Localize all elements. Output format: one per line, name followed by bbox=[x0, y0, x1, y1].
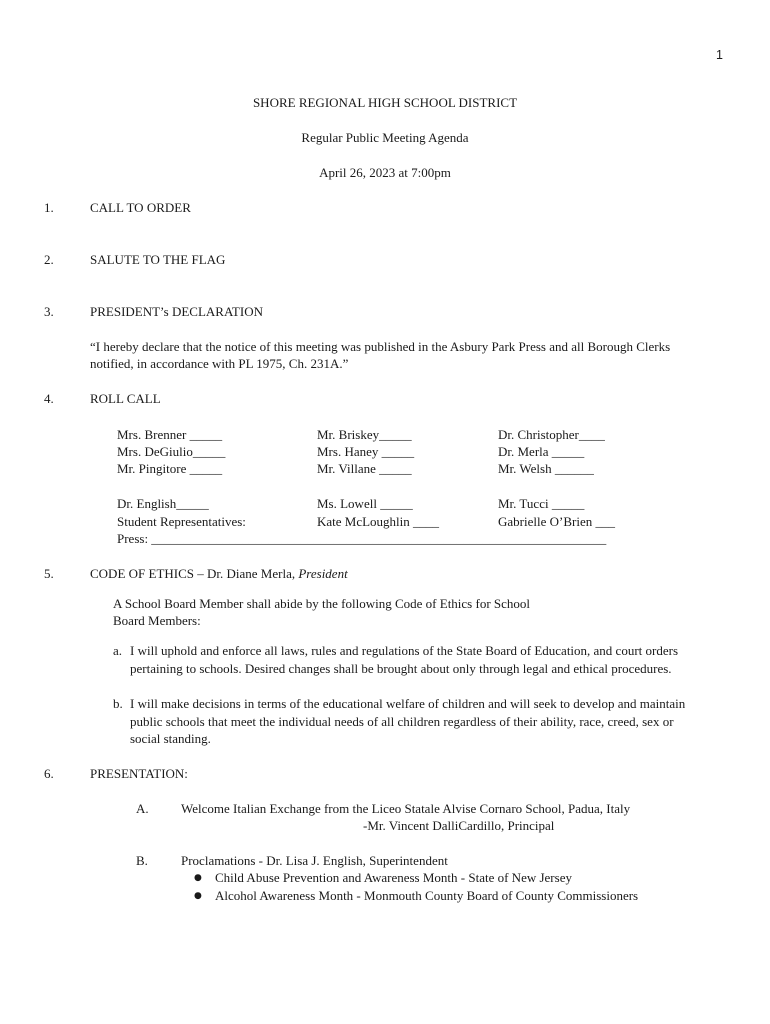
meeting-date: April 26, 2023 at 7:00pm bbox=[319, 165, 451, 180]
page-number: 1 bbox=[716, 48, 723, 62]
item-heading: SALUTE TO THE FLAG bbox=[90, 252, 226, 267]
document-title: SHORE REGIONAL HIGH SCHOOL DISTRICT bbox=[252, 95, 518, 110]
roll-call-entry: Mr. Welsh ______ bbox=[498, 461, 594, 476]
ethics-intro: A School Board Member shall abide by the following Code of Ethics for School bbox=[113, 596, 531, 611]
item-heading: PRESENTATION: bbox=[90, 766, 188, 781]
item-number: 6. bbox=[44, 766, 54, 781]
document-subtitle: Regular Public Meeting Agenda bbox=[301, 130, 469, 145]
roll-call-entry: Mr. Tucci _____ bbox=[498, 496, 585, 511]
list-marker: B. bbox=[136, 853, 148, 868]
presentation-text: Proclamations - Dr. Lisa J. English, Superintendent bbox=[181, 853, 448, 868]
roll-call-entry: Dr. Christopher____ bbox=[498, 427, 605, 442]
bullet-item: Alcohol Awareness Month - Monmouth County Board of County Commissioners bbox=[215, 888, 639, 903]
press-line: Press: ______________________________________________________________________ bbox=[117, 531, 607, 546]
bullet-icon: ● bbox=[194, 873, 202, 883]
item-number: 2. bbox=[44, 252, 54, 267]
roll-call-entry: Mr. Pingitore _____ bbox=[117, 461, 223, 476]
item-number: 5. bbox=[44, 566, 54, 581]
item-heading: ROLL CALL bbox=[90, 391, 161, 406]
item-heading: PRESIDENT’s DECLARATION bbox=[90, 304, 263, 319]
roll-call-entry: Dr. English_____ bbox=[117, 496, 209, 511]
declaration-text: “I hereby declare that the notice of this meeting was published in the Asbury Park Press and all Borough Clerks bbox=[90, 339, 671, 354]
roll-call-entry: Mrs. DeGiulio_____ bbox=[117, 444, 226, 459]
roll-call-entry: Mrs. Brenner _____ bbox=[117, 427, 223, 442]
roll-call-entry: Dr. Merla _____ bbox=[498, 444, 585, 459]
item-heading-text: CODE OF ETHICS – Dr. Diane Merla, bbox=[90, 566, 299, 581]
list-marker: A. bbox=[136, 801, 149, 816]
item-number: 3. bbox=[44, 304, 54, 319]
item-heading-italic: President bbox=[298, 566, 348, 581]
list-marker: b. bbox=[113, 696, 123, 711]
roll-call-entry: Mr. Villane _____ bbox=[317, 461, 412, 476]
bullet-icon: ● bbox=[194, 891, 202, 901]
presentation-speaker: -Mr. Vincent DalliCardillo, Principal bbox=[363, 818, 555, 833]
roll-call-entry: Mr. Briskey_____ bbox=[317, 427, 412, 442]
roll-call-entry: Ms. Lowell _____ bbox=[317, 496, 413, 511]
roll-call-entry: Gabrielle O’Brien ___ bbox=[498, 514, 615, 529]
item-number: 1. bbox=[44, 200, 54, 215]
list-marker: a. bbox=[113, 643, 123, 658]
roll-call-entry: Kate McLoughlin ____ bbox=[317, 514, 440, 529]
roll-call-entry: Mrs. Haney _____ bbox=[317, 444, 415, 459]
ethics-intro: Board Members: bbox=[113, 613, 201, 628]
ethics-item-text: public schools that meet the individual needs of all children regardless of their ability, race, creed, sex or bbox=[130, 714, 674, 729]
ethics-item-text: I will make decisions in terms of the educational welfare of children and will seek to develop and maintain bbox=[130, 696, 686, 711]
ethics-item-text: I will uphold and enforce all laws, rules and regulations of the State Board of Education, and court orders bbox=[130, 643, 679, 658]
ethics-item-text: pertaining to schools. Desired changes shall be brought about only through legal and ethical procedures. bbox=[130, 661, 672, 676]
item-heading bbox=[90, 565, 348, 582]
item-number: 4. bbox=[44, 391, 54, 406]
item-heading: CALL TO ORDER bbox=[90, 200, 191, 215]
roll-call-entry: Student Representatives: bbox=[117, 514, 246, 529]
ethics-item-text: social standing. bbox=[130, 731, 211, 746]
bullet-item: Child Abuse Prevention and Awareness Month - State of New Jersey bbox=[215, 870, 572, 885]
presentation-text: Welcome Italian Exchange from the Liceo Statale Alvise Cornaro School, Padua, Italy bbox=[181, 801, 631, 816]
declaration-text: notified, in accordance with PL 1975, Ch. 231A.” bbox=[90, 356, 349, 371]
